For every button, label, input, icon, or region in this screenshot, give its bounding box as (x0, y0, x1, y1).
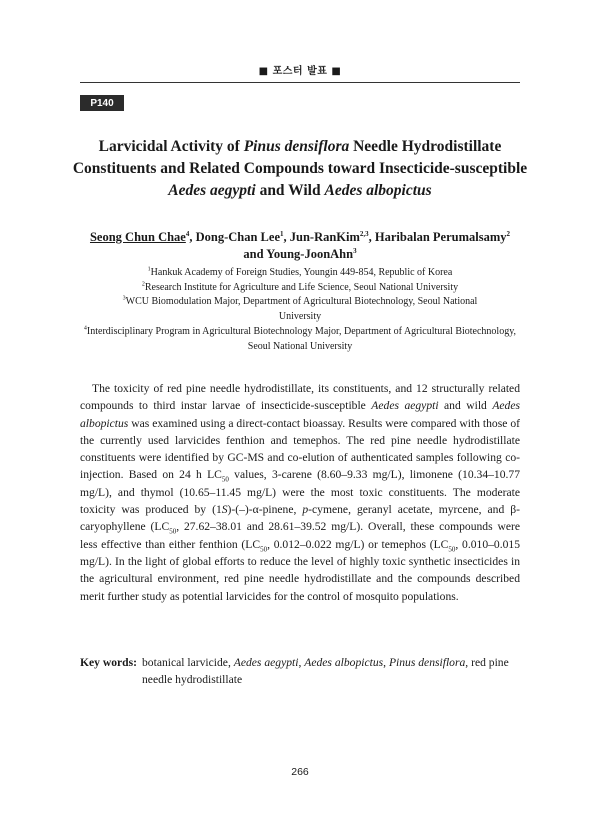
abstract-text: was examined using a direct-contact bioassay. Results were compared with those of the currently used larvicides fenthion and temephos. The red pine needle hydrodistillate constituents were identified by GC-MS and co-elution of authenticated samples following co-injection. Based on 24 h LC (80, 416, 520, 482)
author-name: Dong-Chan Lee (195, 230, 280, 244)
affiliation-item (60, 295, 540, 324)
author-affiliation-mark: 4 (185, 229, 190, 238)
author-affiliation-mark: 2 (506, 229, 510, 238)
affiliation-text: WCU Biomodulation Major, Department of Agricultural Biotechnology, Seoul National University (125, 296, 478, 323)
subscript: 50 (221, 475, 229, 484)
title-species: Aedes albopictus (324, 182, 432, 199)
keyword-text: botanical larvicide, (142, 656, 234, 669)
abstract-text: The toxicity of red pine needle hydrodistillate, its constituents, and 12 structurally related compounds to third instar larvae of insecticide-susceptible (80, 382, 520, 413)
affiliation-number: 2 (141, 281, 145, 288)
affiliation-list (60, 266, 540, 354)
keywords-label: Key words: (80, 656, 137, 669)
header-divider (80, 82, 520, 83)
keyword-separator: , (383, 656, 389, 669)
keywords (80, 654, 520, 689)
title-text: Larvicidal Activity of (98, 138, 244, 155)
poster-id-badge: P140 (80, 95, 124, 111)
paper-title (60, 136, 540, 202)
subscript: 50 (169, 527, 177, 536)
abstract (80, 380, 520, 605)
affiliation-text: Research Institute for Agriculture and Life Science, Seoul National University (144, 281, 459, 293)
title-text: Needle Hydrodistillate Constituents and Related Compounds toward Insecticide-susceptible (72, 138, 528, 177)
abstract-text: -cymene, geranyl acetate, myrcene, and β-caryophyllene (LC (80, 503, 520, 534)
abstract-text: )-(–)-α-pinene, (227, 503, 303, 517)
subscript: 50 (260, 544, 268, 553)
affiliation-number: 1 (147, 266, 151, 273)
affiliation-item (60, 325, 540, 354)
section-header: ■ 포스터 발표 ■ (258, 66, 342, 77)
abstract-text: and wild (438, 399, 493, 413)
affiliation-number: 3 (122, 296, 126, 303)
keywords-list (142, 654, 520, 689)
author-name: Seong Chun Chae (89, 230, 186, 244)
abstract-paragraph (80, 380, 520, 605)
keyword-species: Pinus densiflora (388, 656, 466, 669)
keyword-species: Aedes aegypti (233, 656, 299, 669)
keyword-separator: , (298, 656, 305, 669)
affiliation-item (60, 266, 540, 281)
author-name: Young-JoonAhn (266, 247, 354, 261)
abstract-italic: S (221, 503, 228, 517)
author-name: Haribalan Perumalsamy (374, 230, 507, 244)
affiliation-item (60, 281, 540, 296)
affiliation-text: Interdisciplinary Program in Agricultural Biotechnology Major, Department of Agricultural Biotechnology, Seoul National University (86, 325, 517, 352)
abstract-text: , 0.012–0.022 mg/L) or temephos (LC (267, 537, 449, 551)
abstract-text: values, 3-carene (8.60–9.33 mg/L), limonene (10.34–10.77 mg/L), and thymol (10.65–11.45 mg/L) were the most toxic constituents. The moderate toxicity was produced by (1 (80, 468, 520, 517)
author-list: Seong Chun Chae$^4$, Dong-Chan Lee$^1$, Jun-RanKim$^{2,3}$, Haribalan Perumalsamy$^2$ and Young-JoonAhn$^3$ (89, 229, 510, 261)
keyword-species: Aedes albopictus (304, 656, 384, 669)
title-species: Pinus densiflora (243, 138, 350, 155)
abstract-italic: p (302, 503, 309, 517)
affiliation-text: Hankuk Academy of Foreign Studies, Youngin 449-854, Republic of Korea (150, 267, 453, 278)
abstract-text: , 27.62–38.01 and 28.61–39.52 mg/L). Overall, these compounds were less effective than either fenthion (LC (80, 520, 520, 551)
keyword-text: , red pine needle hydrodistillate (142, 656, 509, 687)
author-affiliation-mark: 2,3 (359, 229, 369, 238)
title-species: Aedes aegypti (168, 182, 256, 199)
abstract-species: Aedes albopictus (80, 399, 521, 430)
subscript: 50 (448, 544, 456, 553)
author-affiliation-mark: 3 (353, 246, 357, 255)
affiliation-number: 4 (83, 325, 87, 332)
page-number: 266 (291, 766, 309, 778)
author-affiliation-mark: 1 (280, 229, 284, 238)
abstract-species: Aedes aegypti (371, 399, 439, 413)
abstract-text: , 0.010–0.015 mg/L). In the light of global efforts to reduce the level of highly toxic synthetic insecticides in the agricultural environment, red pine needle hydrodistillate and the compounds described merit further study as potential larvicides for the control of mosquito populations. (80, 537, 521, 603)
title-text: and Wild (255, 182, 325, 199)
author-name: Jun-RanKim (289, 230, 360, 244)
